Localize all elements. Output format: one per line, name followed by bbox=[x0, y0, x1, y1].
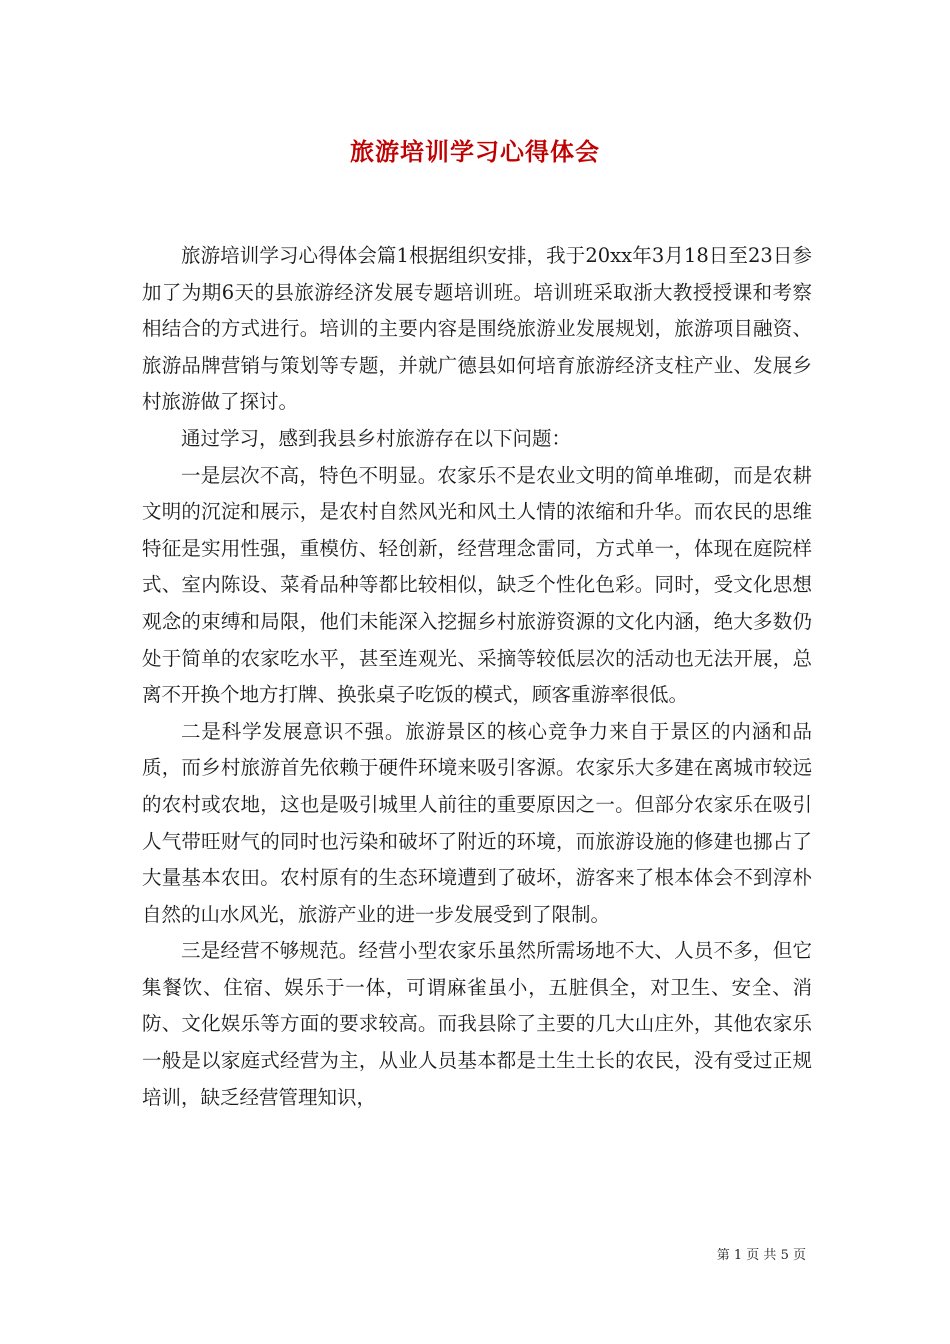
footer-middle: 页 共 bbox=[746, 1248, 777, 1263]
footer-total-pages: 5 bbox=[780, 1248, 789, 1263]
paragraph-problem-three: 三是经营不够规范。经营小型农家乐虽然所需场地不大、人员不多，但它集餐饮、住宿、娱乐于一体，可谓麻雀虽小，五脏俱全，对卫生、安全、消防、文化娱乐等方面的要求较高。而我县除了主要的几大山庄外，其他农家乐一般是以家庭式经营为主，从业人员基本都是土生土长的农民，没有受过正规培训，缺乏经营管理知识， bbox=[142, 939, 812, 1109]
document-body bbox=[142, 238, 812, 1116]
paragraph-problem-two: 二是科学发展意识不强。旅游景区的核心竞争力来自于景区的内涵和品质，而乡村旅游首先依赖于硬件环境来吸引客源。农家乐大多建在离城市较远的农村或农地，这也是吸引城里人前往的重要原因之一。但部分农家乐在吸引人气带旺财气的同时也污染和破坏了附近的环境，而旅游设施的修建也挪占了大量基本农田。农村原有的生态环境遭到了破坏，游客来了根本体会不到淳朴自然的山水风光，旅游产业的进一步发展受到了限制。 bbox=[142, 719, 812, 926]
document-title: 旅游培训学习心得体会 bbox=[350, 137, 600, 166]
paragraph-problems-lead: 通过学习，感到我县乡村旅游存在以下问题： bbox=[181, 426, 572, 450]
paragraph-problem-one: 一是层次不高，特色不明显。农家乐不是农业文明的简单堆砌，而是农耕文明的沉淀和展示，是农村自然风光和风土人情的浓缩和升华。而农民的思维特征是实用性强，重模仿、轻创新，经营理念雷同，方式单一，体现在庭院样式、室内陈设、菜肴品种等都比较相似，缺乏个性化色彩。同时，受文化思想观念的束缚和局限，他们未能深入挖掘乡村旅游资源的文化内涵，绝大多数仍处于简单的农家吃水平，甚至连观光、采摘等较低层次的活动也无法开展，总离不开换个地方打牌、换张桌子吃饭的模式，顾客重游率很低。 bbox=[142, 463, 812, 707]
footer-prefix: 第 bbox=[716, 1248, 730, 1263]
paragraph-intro: 旅游培训学习心得体会篇1根据组织安排，我于20xx年3月18日至23日参加了为期6天的县旅游经济发展专题培训班。培训班采取浙大教授授课和考察相结合的方式进行。培训的主要内容是围绕旅游业发展规划，旅游项目融资、旅游品牌营销与策划等专题，并就广德县如何培育旅游经济支柱产业、发展乡村旅游做了探讨。 bbox=[142, 244, 812, 414]
page-footer bbox=[717, 1244, 806, 1263]
footer-suffix: 页 bbox=[792, 1248, 806, 1263]
footer-current-page: 1 bbox=[733, 1248, 743, 1263]
